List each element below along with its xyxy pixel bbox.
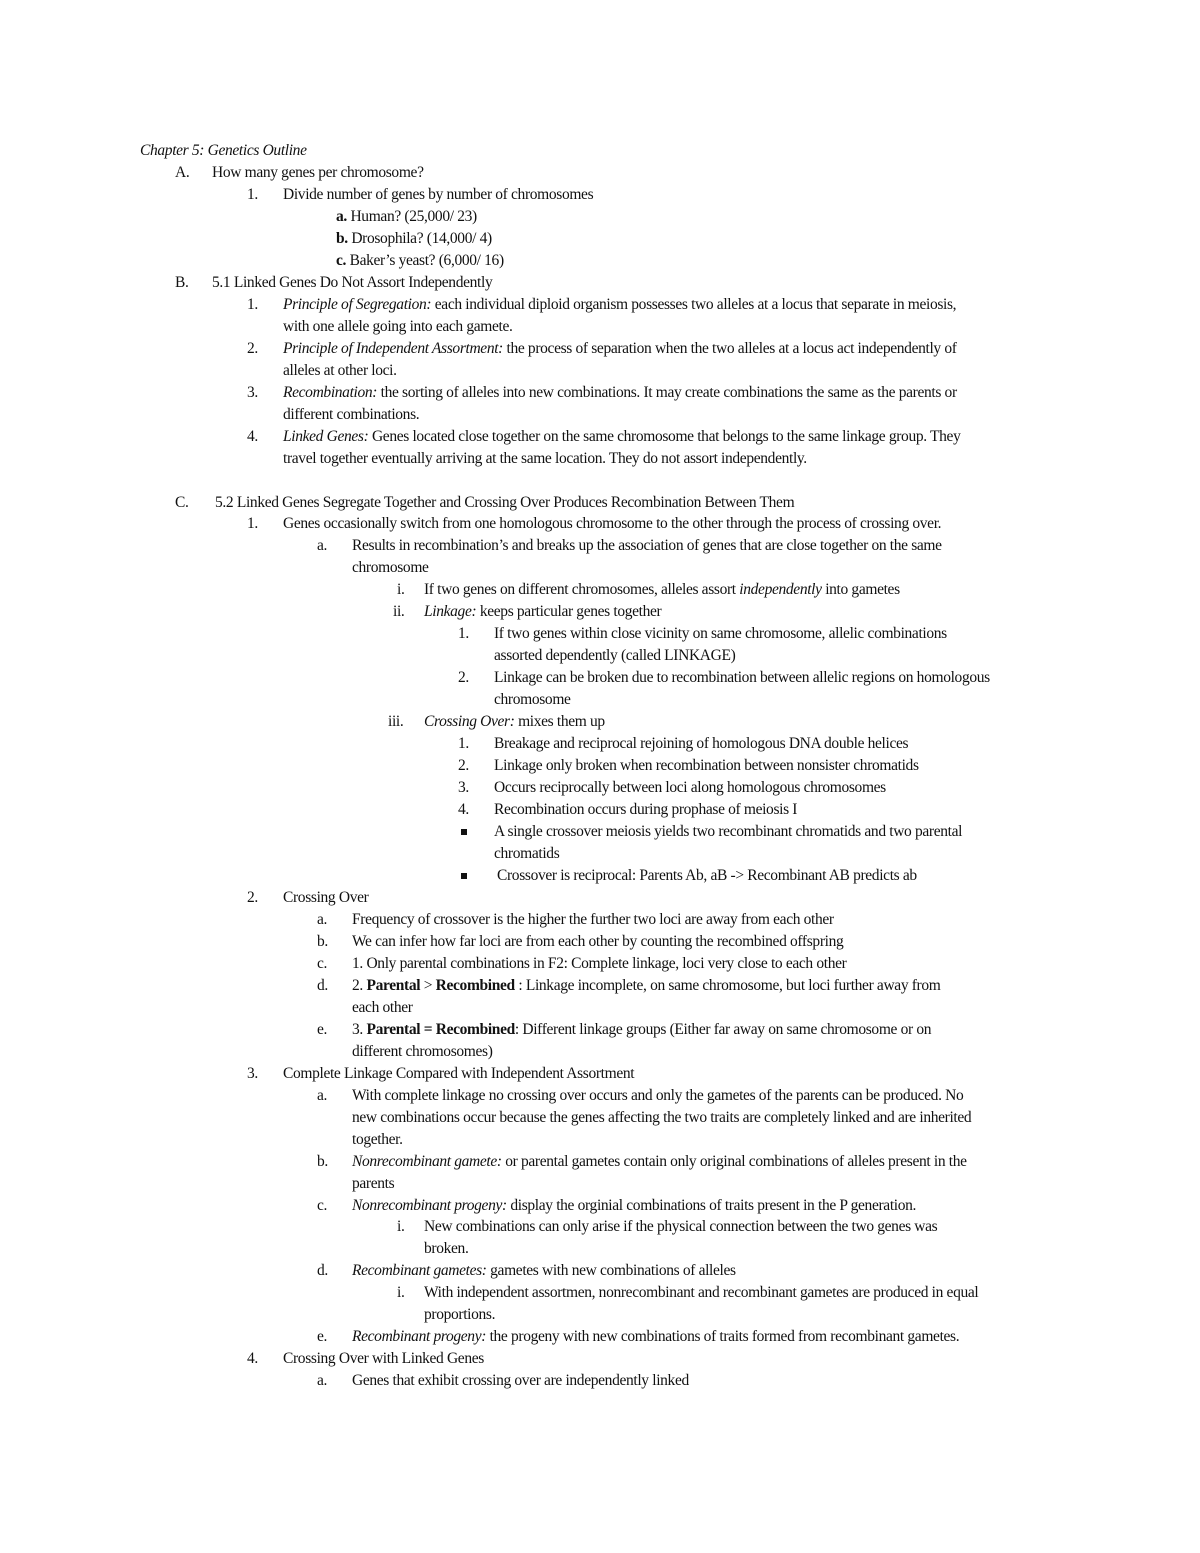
- c3-item: Complete Linkage Compared with Independent Assortment: [283, 1065, 635, 1082]
- outline-line: [0, 1151, 1200, 1173]
- outline-line: [0, 404, 1200, 426]
- bold-term: a.: [336, 208, 347, 225]
- c3d-i-item: With independent assortmen, nonrecombinant and recombinant gametes are produced in equal: [424, 1284, 979, 1301]
- outline-line: [0, 272, 1200, 294]
- outline-line: [0, 557, 1200, 579]
- c3a-item-cont-1: new combinations occur because the genes affecting the two traits are completely linked and are inherited: [352, 1109, 972, 1126]
- c1a-iii-bullet-2: Crossover is reciprocal: Parents Ab, aB -> Recombinant AB predicts ab: [497, 867, 917, 884]
- c1a-ii-1-item: If two genes within close vicinity on same chromosome, allelic combinations: [494, 625, 947, 642]
- outline-line: [0, 1019, 1200, 1041]
- italic-term: Nonrecombinant progeny:: [352, 1197, 507, 1214]
- outline-line: [0, 777, 1200, 799]
- c3c-i-item: New combinations can only arise if the physical connection between the two genes was: [424, 1218, 938, 1235]
- list-marker: a.: [317, 1087, 328, 1104]
- c1a-i-item: If two genes on different chromosomes, alleles assort independently into gametes: [424, 581, 900, 598]
- c2d-item: 2. Parental > Recombined : Linkage incomplete, on same chromosome, but loci further away from: [352, 977, 941, 994]
- italic-term: Chapter 5: Genetics Outline: [140, 142, 307, 159]
- outline-line: [0, 1282, 1200, 1304]
- page-title: [0, 140, 1200, 162]
- b4-item: Linked Genes: Genes located close together on the same chromosome that belongs to the same linkage group. They: [283, 428, 961, 445]
- list-marker: b.: [317, 1153, 328, 1170]
- outline-line: [0, 316, 1200, 338]
- outline-line: [0, 228, 1200, 250]
- b4-item-cont: travel together eventually arriving at the same location. They do not assort independently.: [283, 450, 807, 467]
- c2b-item: We can infer how far loci are from each other by counting the recombined offspring: [352, 933, 844, 950]
- list-marker: 3.: [247, 384, 258, 401]
- outline-line: [0, 711, 1200, 733]
- outline-line: [0, 1107, 1200, 1129]
- list-marker: i.: [397, 1284, 405, 1301]
- outline-line: [0, 799, 1200, 821]
- section-b-heading: 5.1 Linked Genes Do Not Assort Independently: [212, 274, 493, 291]
- list-marker: a.: [317, 911, 328, 928]
- list-marker: 1.: [247, 186, 258, 203]
- a1-human: a. Human? (25,000/ 23): [336, 208, 477, 225]
- list-marker: 1.: [458, 625, 469, 642]
- b1-item: Principle of Segregation: each individual diploid organism possesses two alleles at a locus that separate in meiosis,: [283, 296, 957, 313]
- c1a-ii-2-item-cont: chromosome: [494, 691, 571, 708]
- outline-line: [0, 1216, 1200, 1238]
- list-marker: 1.: [247, 296, 258, 313]
- c3a-item-cont-2: together.: [352, 1131, 403, 1148]
- a1-item: Divide number of genes by number of chromosomes: [283, 186, 594, 203]
- c1a-ii-item: Linkage: keeps particular genes together: [424, 603, 662, 620]
- section-c-heading: 5.2 Linked Genes Segregate Together and Crossing Over Produces Recombination Between Them: [215, 494, 795, 511]
- c3b-item-cont: parents: [352, 1175, 395, 1192]
- outline-line: [0, 623, 1200, 645]
- list-marker: d.: [317, 1262, 328, 1279]
- italic-term: Recombination:: [283, 384, 378, 401]
- outline-line: [0, 887, 1200, 909]
- outline-line: [0, 667, 1200, 689]
- outline-line: [0, 1085, 1200, 1107]
- bold-term: Parental: [366, 977, 421, 994]
- outline-line: [0, 1370, 1200, 1392]
- list-marker: 4.: [247, 1350, 258, 1367]
- list-marker: B.: [175, 274, 189, 291]
- outline-line: [0, 492, 1200, 514]
- list-marker: 2.: [458, 669, 469, 686]
- c1a-iii-3-item: Occurs reciprocally between loci along homologous chromosomes: [494, 779, 886, 796]
- outline-line: [0, 294, 1200, 316]
- list-marker: a.: [317, 537, 328, 554]
- italic-term: Principle of Segregation:: [283, 296, 432, 313]
- c1a-ii-2-item: Linkage can be broken due to recombination between allelic regions on homologous: [494, 669, 990, 686]
- c4a-item: Genes that exhibit crossing over are independently linked: [352, 1372, 689, 1389]
- c1a-iii-2-item: Linkage only broken when recombination between nonsister chromatids: [494, 757, 919, 774]
- outline-line: [0, 645, 1200, 667]
- b2-item: Principle of Independent Assortment: the process of separation when the two alleles at a locus act independently of: [283, 340, 957, 357]
- outline-line: [0, 1238, 1200, 1260]
- c3b-item: Nonrecombinant gamete: or parental gametes contain only original combinations of alleles present in the: [352, 1153, 967, 1170]
- c3d-i-item-cont: proportions.: [424, 1306, 496, 1323]
- bold-term: Recombined: [435, 977, 515, 994]
- list-marker: 1.: [458, 735, 469, 752]
- list-marker: c.: [317, 1197, 328, 1214]
- c2d-item-cont: each other: [352, 999, 413, 1016]
- list-marker: a.: [317, 1372, 328, 1389]
- outline-line: [0, 733, 1200, 755]
- outline-line: [0, 338, 1200, 360]
- outline-line: [0, 382, 1200, 404]
- outline-line: [0, 975, 1200, 997]
- c1a-iii-item: Crossing Over: mixes them up: [424, 713, 605, 730]
- outline-line: [0, 360, 1200, 382]
- outline-line: [0, 843, 1200, 865]
- outline-line: [0, 1129, 1200, 1151]
- c2e-item-cont: different chromosomes): [352, 1043, 493, 1060]
- italic-term: Nonrecombinant gamete:: [352, 1153, 502, 1170]
- italic-term: Principle of Independent Assortment:: [283, 340, 503, 357]
- c2e-item: 3. Parental = Recombined: Different linkage groups (Either far away on same chromosome or on: [352, 1021, 932, 1038]
- c1a-item: Results in recombination’s and breaks up the association of genes that are close together on the same: [352, 537, 942, 554]
- outline-line: [0, 821, 1200, 843]
- bold-term: b.: [336, 230, 348, 247]
- c1a-item-cont: chromosome: [352, 559, 429, 576]
- outline-line: [0, 206, 1200, 228]
- list-marker: 3.: [458, 779, 469, 796]
- list-marker: 2.: [458, 757, 469, 774]
- c3c-i-item-cont: broken.: [424, 1240, 469, 1257]
- outline-line: [0, 997, 1200, 1019]
- c3d-item: Recombinant gametes: gametes with new combinations of alleles: [352, 1262, 736, 1279]
- list-marker: e.: [317, 1328, 328, 1345]
- b2-item-cont: alleles at other loci.: [283, 362, 397, 379]
- outline-line: [0, 1348, 1200, 1370]
- c1-item: Genes occasionally switch from one homologous chromosome to the other through the process of crossing over.: [283, 515, 942, 532]
- square-bullet-icon: [461, 873, 467, 879]
- list-marker: 1.: [247, 515, 258, 532]
- italic-term: Recombinant gametes:: [352, 1262, 487, 1279]
- c1a-iii-1-item: Breakage and reciprocal rejoining of homologous DNA double helices: [494, 735, 909, 752]
- italic-term: Linkage:: [424, 603, 477, 620]
- outline-line: [0, 579, 1200, 601]
- b3-item-cont: different combinations.: [283, 406, 420, 423]
- c2-item: Crossing Over: [283, 889, 369, 906]
- square-bullet-icon: [461, 829, 467, 835]
- outline-line: [0, 1041, 1200, 1063]
- a1-drosophila: b. Drosophila? (14,000/ 4): [336, 230, 492, 247]
- list-marker: i.: [397, 581, 405, 598]
- outline-line: [0, 953, 1200, 975]
- section-a-heading: How many genes per chromosome?: [212, 164, 424, 181]
- list-marker: iii.: [388, 713, 404, 730]
- c1a-ii-1-item-cont: assorted dependently (called LINKAGE): [494, 647, 736, 664]
- outline-line: [0, 250, 1200, 272]
- outline-line: [0, 1326, 1200, 1348]
- outline-line: [0, 689, 1200, 711]
- list-marker: d.: [317, 977, 328, 994]
- c1a-iii-bullet-1-cont: chromatids: [494, 845, 560, 862]
- outline-line: [0, 1195, 1200, 1217]
- list-marker: e.: [317, 1021, 328, 1038]
- c4-item: Crossing Over with Linked Genes: [283, 1350, 484, 1367]
- list-marker: C.: [175, 494, 189, 511]
- c3c-item: Nonrecombinant progeny: display the orginial combinations of traits present in the P generation.: [352, 1197, 917, 1214]
- outline-line: [0, 909, 1200, 931]
- bold-term: c.: [336, 252, 347, 269]
- c1a-iii-4-item: Recombination occurs during prophase of meiosis I: [494, 801, 798, 818]
- list-marker: i.: [397, 1218, 405, 1235]
- c1a-iii-bullet-1: A single crossover meiosis yields two recombinant chromatids and two parental: [494, 823, 963, 840]
- c2a-item: Frequency of crossover is the higher the further two loci are away from each other: [352, 911, 834, 928]
- italic-term: independently: [739, 581, 822, 598]
- outline-line: [0, 1304, 1200, 1326]
- a1-yeast: c. Baker’s yeast? (6,000/ 16): [336, 252, 504, 269]
- italic-term: Linked Genes:: [283, 428, 369, 445]
- c2c-item: 1. Only parental combinations in F2: Complete linkage, loci very close to each other: [352, 955, 847, 972]
- list-marker: c.: [317, 955, 328, 972]
- list-marker: 3.: [247, 1065, 258, 1082]
- italic-term: Recombinant progeny:: [352, 1328, 487, 1345]
- list-marker: A.: [175, 164, 190, 181]
- list-marker: ii.: [393, 603, 405, 620]
- c3a-item: With complete linkage no crossing over occurs and only the gametes of the parents can be produced. No: [352, 1087, 964, 1104]
- list-marker: b.: [317, 933, 328, 950]
- outline-line: [0, 1063, 1200, 1085]
- italic-term: Crossing Over:: [424, 713, 515, 730]
- c3e-item: Recombinant progeny: the progeny with new combinations of traits formed from recombinant gametes.: [352, 1328, 960, 1345]
- b3-item: Recombination: the sorting of alleles into new combinations. It may create combinations the same as the parents or: [283, 384, 957, 401]
- outline-line: [0, 426, 1200, 448]
- outline-line: [0, 1260, 1200, 1282]
- b1-item-cont: with one allele going into each gamete.: [283, 318, 513, 335]
- list-marker: 4.: [458, 801, 469, 818]
- outline-line: [0, 931, 1200, 953]
- outline-line: [0, 755, 1200, 777]
- outline-line: [0, 513, 1200, 535]
- chapter-title: [140, 140, 307, 162]
- list-marker: 2.: [247, 340, 258, 357]
- list-marker: 2.: [247, 889, 258, 906]
- outline-line: [0, 601, 1200, 623]
- outline-line: [0, 535, 1200, 557]
- list-marker: 4.: [247, 428, 258, 445]
- outline-line: [0, 448, 1200, 470]
- outline-line: [0, 1173, 1200, 1195]
- outline-line: [0, 865, 1200, 887]
- outline-line: [0, 162, 1200, 184]
- outline-line: [0, 184, 1200, 206]
- bold-term: Parental = Recombined: [366, 1021, 515, 1038]
